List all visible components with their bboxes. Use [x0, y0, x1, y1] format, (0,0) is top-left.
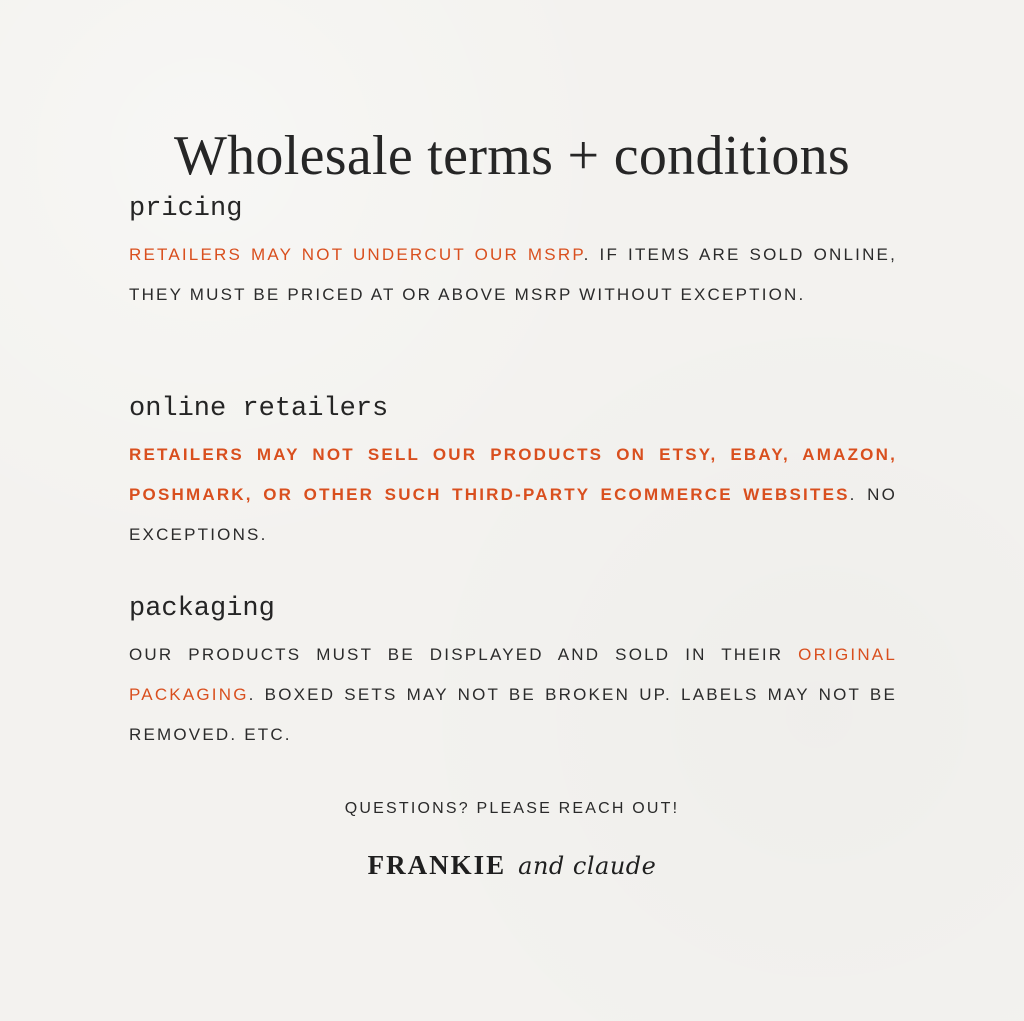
section-body-packaging — [129, 635, 897, 755]
brand-logo — [0, 850, 1024, 881]
highlight-text: RETAILERS MAY NOT UNDERCUT OUR MSRP — [129, 245, 584, 264]
section-heading-packaging: packaging — [129, 594, 275, 624]
body-text: OUR PRODUCTS MUST BE DISPLAYED AND SOLD IN THEIR — [129, 645, 799, 664]
section-body-online-retailers — [129, 435, 897, 555]
section-heading-pricing: pricing — [129, 194, 243, 224]
brand-name: FRANKIE — [367, 850, 507, 880]
footer-questions: QUESTIONS? PLEASE REACH OUT! — [344, 800, 680, 817]
brand-script: and claude — [518, 851, 657, 880]
section-body-pricing — [129, 235, 897, 315]
body-text: . NO EXCEPTIONS. — [129, 485, 897, 544]
section-pricing — [129, 193, 897, 315]
section-packaging — [129, 593, 897, 755]
section-online-retailers — [129, 393, 897, 555]
body-text: . BOXED SETS MAY NOT BE BROKEN UP. LABELS MAY NOT BE REMOVED. ETC. — [129, 685, 897, 744]
body-text: . IF ITEMS ARE SOLD ONLINE, THEY MUST BE PRICED AT OR ABOVE MSRP WITHOUT EXCEPTION. — [129, 245, 898, 304]
section-heading-online-retailers: online retailers — [129, 394, 389, 424]
highlight-text: ORIGINAL PACKAGING — [129, 645, 897, 704]
page-title: Wholesale terms + conditions — [173, 124, 851, 187]
highlight-text: RETAILERS MAY NOT SELL OUR PRODUCTS ON ETSY, EBAY, AMAZON, POSHMARK, OR OTHER SUCH THIRD-PARTY ECOMMERCE WEBSITES — [129, 445, 897, 504]
